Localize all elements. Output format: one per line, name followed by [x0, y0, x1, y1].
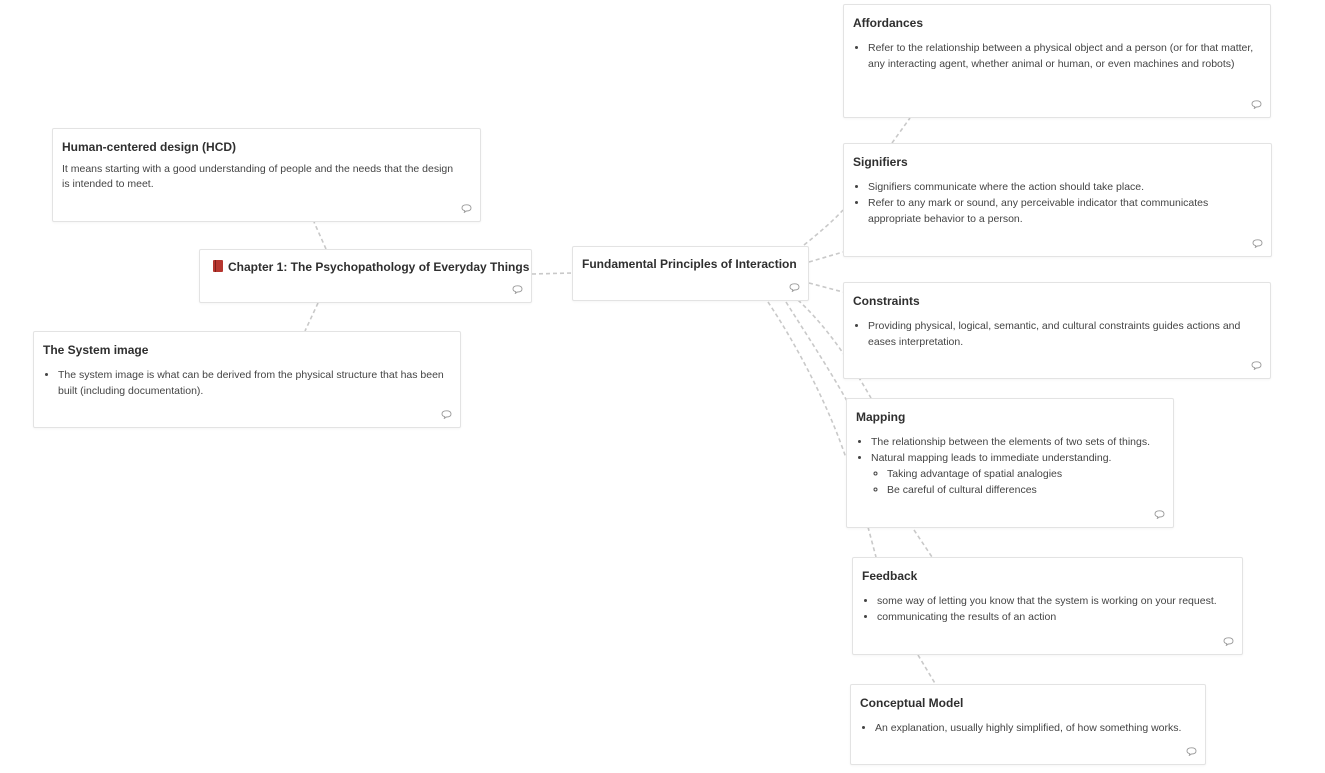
link-root-system-image — [305, 303, 318, 331]
constraints-list — [853, 318, 1256, 350]
list-item: • some way of letting you know that the system is working on your request. — [877, 593, 1228, 609]
comment-icon[interactable] — [1186, 747, 1197, 756]
conceptual-model-card[interactable] — [850, 684, 1206, 765]
conceptual-model-list — [860, 720, 1191, 736]
system-image-list — [43, 367, 446, 399]
list-item: • Providing physical, logical, semantic, and cultural constraints guides actions and eases interpretation. — [868, 318, 1256, 350]
hcd-title: Human-centered design (HCD) — [62, 140, 237, 154]
link-root-hcd — [314, 222, 326, 249]
link-principles-signifiers-2 — [809, 252, 843, 262]
list-item: • The system image is what can be derived from the physical structure that has been built (including documentation). — [58, 367, 446, 399]
list-item: • Refer to the relationship between a physical object and a person (or for that matter, any interacting agent, whether animal or human, or even machines and robots) — [868, 40, 1256, 72]
signifiers-title: Signifiers — [853, 155, 908, 169]
system-image-card[interactable] — [33, 331, 461, 428]
comment-icon[interactable] — [512, 285, 523, 294]
list-item: • An explanation, usually highly simplified, of how something works. — [875, 720, 1191, 736]
mapping-list — [856, 434, 1159, 498]
signifiers-card[interactable] — [843, 143, 1272, 257]
principles-node[interactable] — [572, 246, 809, 301]
constraints-card[interactable] — [843, 282, 1271, 379]
constraints-title: Constraints — [853, 294, 920, 308]
link-signifiers-affordances — [892, 118, 910, 143]
link-feedback-conceptual — [918, 655, 936, 685]
affordances-list — [853, 40, 1256, 72]
feedback-title: Feedback — [862, 569, 918, 583]
link-principles-signifiers — [804, 210, 843, 245]
link-root-principles — [532, 273, 572, 274]
list-item: • Signifiers communicate where the action should take place. — [868, 179, 1257, 195]
principles-title: Fundamental Principles of Interaction — [582, 257, 797, 271]
system-image-title: The System image — [43, 343, 149, 357]
comment-icon[interactable] — [1154, 510, 1165, 519]
link-mapping-feedback-b — [914, 530, 932, 557]
hcd-card[interactable] — [52, 128, 481, 222]
mapping-card[interactable] — [846, 398, 1174, 528]
comment-icon[interactable] — [1251, 100, 1262, 109]
mapping-sublist — [871, 466, 1159, 498]
comment-icon[interactable] — [1252, 239, 1263, 248]
list-item: • Refer to any mark or sound, any perceivable indicator that communicates appropriate behavior to a person. — [868, 195, 1257, 227]
comment-icon[interactable] — [461, 204, 472, 213]
book-icon — [213, 260, 223, 272]
conceptual-model-title: Conceptual Model — [860, 696, 964, 710]
root-label: Chapter 1: The Psychopathology of Everyday Things — [228, 260, 530, 274]
comment-icon[interactable] — [1251, 361, 1262, 370]
root-title — [213, 260, 529, 274]
signifiers-list — [853, 179, 1257, 227]
list-item-text: Natural mapping leads to immediate understanding. — [871, 452, 1112, 464]
sub-list-item: ◦ Taking advantage of spatial analogies — [887, 466, 1159, 482]
sub-list-item: ◦ Be careful of cultural differences — [887, 482, 1159, 498]
mapping-title: Mapping — [856, 410, 906, 424]
list-item: • The relationship between the elements of two sets of things. — [871, 434, 1159, 450]
feedback-list — [862, 593, 1228, 625]
root-node[interactable] — [199, 249, 532, 303]
comment-icon[interactable] — [789, 283, 800, 292]
affordances-title: Affordances — [853, 16, 924, 30]
link-principles-constraints — [809, 283, 843, 292]
comment-icon[interactable] — [441, 410, 452, 419]
list-item — [871, 450, 1159, 498]
hcd-text: It means starting with a good understanding of people and the needs that the design is intended to meet. — [62, 163, 454, 190]
affordances-card[interactable] — [843, 4, 1271, 118]
link-mapping-feedback-a — [868, 527, 876, 557]
list-item: • communicating the results of an action — [877, 609, 1228, 625]
comment-icon[interactable] — [1223, 637, 1234, 646]
feedback-card[interactable] — [852, 557, 1243, 655]
